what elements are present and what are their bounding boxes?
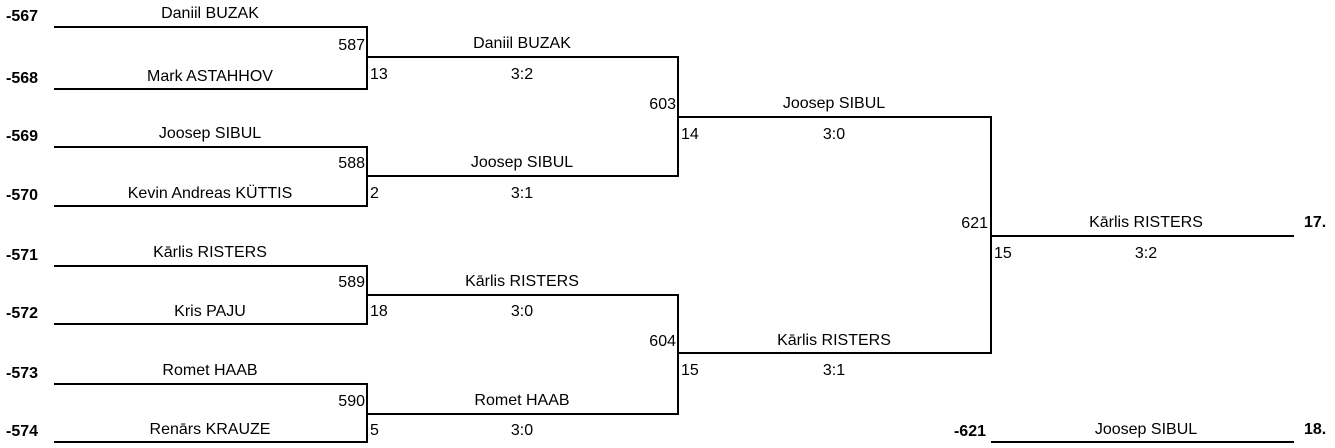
runner-up-name: Joosep SIBUL [1094,421,1198,438]
match-winner: Daniil BUZAK [473,35,571,52]
match-winner: Joosep SIBUL [782,95,886,112]
match-score: 3:0 [510,422,534,439]
match-winner: Romet HAAB [474,392,570,409]
table-number: 13 [370,66,388,83]
table-number: 18 [370,303,388,320]
table-number: 15 [994,245,1012,262]
player-name: Mark ASTAHHOV [147,68,273,85]
table-number: 15 [681,362,699,379]
match-winner: Joosep SIBUL [470,154,574,171]
match-number: 604 [649,333,676,350]
seed-label: -570 [6,187,39,204]
match-winner: Kārlis RISTERS [465,273,579,290]
final-winner: Kārlis RISTERS [1089,214,1203,231]
match-number: 621 [961,215,988,232]
match-number: 589 [338,274,365,291]
match-number: 603 [649,96,676,113]
match-score: 3:0 [822,126,846,143]
seed-label: -569 [6,128,39,145]
place-label: 18. [1304,421,1327,438]
match-score: 3:1 [822,362,846,379]
table-number: 5 [370,422,379,439]
player-name: Daniil BUZAK [161,5,259,22]
match-score: 3:2 [510,66,534,83]
place-label: 17. [1304,214,1327,231]
match-number: 588 [338,155,365,172]
seed-label: -571 [6,247,39,264]
player-name: Renārs KRAUZE [149,421,271,438]
match-score: 3:1 [510,185,534,202]
seed-label: -568 [6,70,39,87]
table-number: 14 [681,126,699,143]
seed-label: -574 [6,423,39,440]
seed-label: -572 [6,305,39,322]
player-name: Romet HAAB [162,362,258,379]
seed-label: -621 [953,423,986,440]
match-number: 590 [338,393,365,410]
match-score: 3:0 [510,303,534,320]
match-score: 3:2 [1134,245,1158,262]
player-name: Kris PAJU [174,303,246,320]
match-winner: Kārlis RISTERS [777,332,891,349]
player-name: Kevin Andreas KÜTTIS [127,185,293,202]
seed-label: -573 [6,365,39,382]
match-number: 587 [338,37,365,54]
seed-label: -567 [6,8,39,25]
player-name: Joosep SIBUL [158,125,262,142]
player-name: Kārlis RISTERS [153,244,267,261]
table-number: 2 [370,185,379,202]
